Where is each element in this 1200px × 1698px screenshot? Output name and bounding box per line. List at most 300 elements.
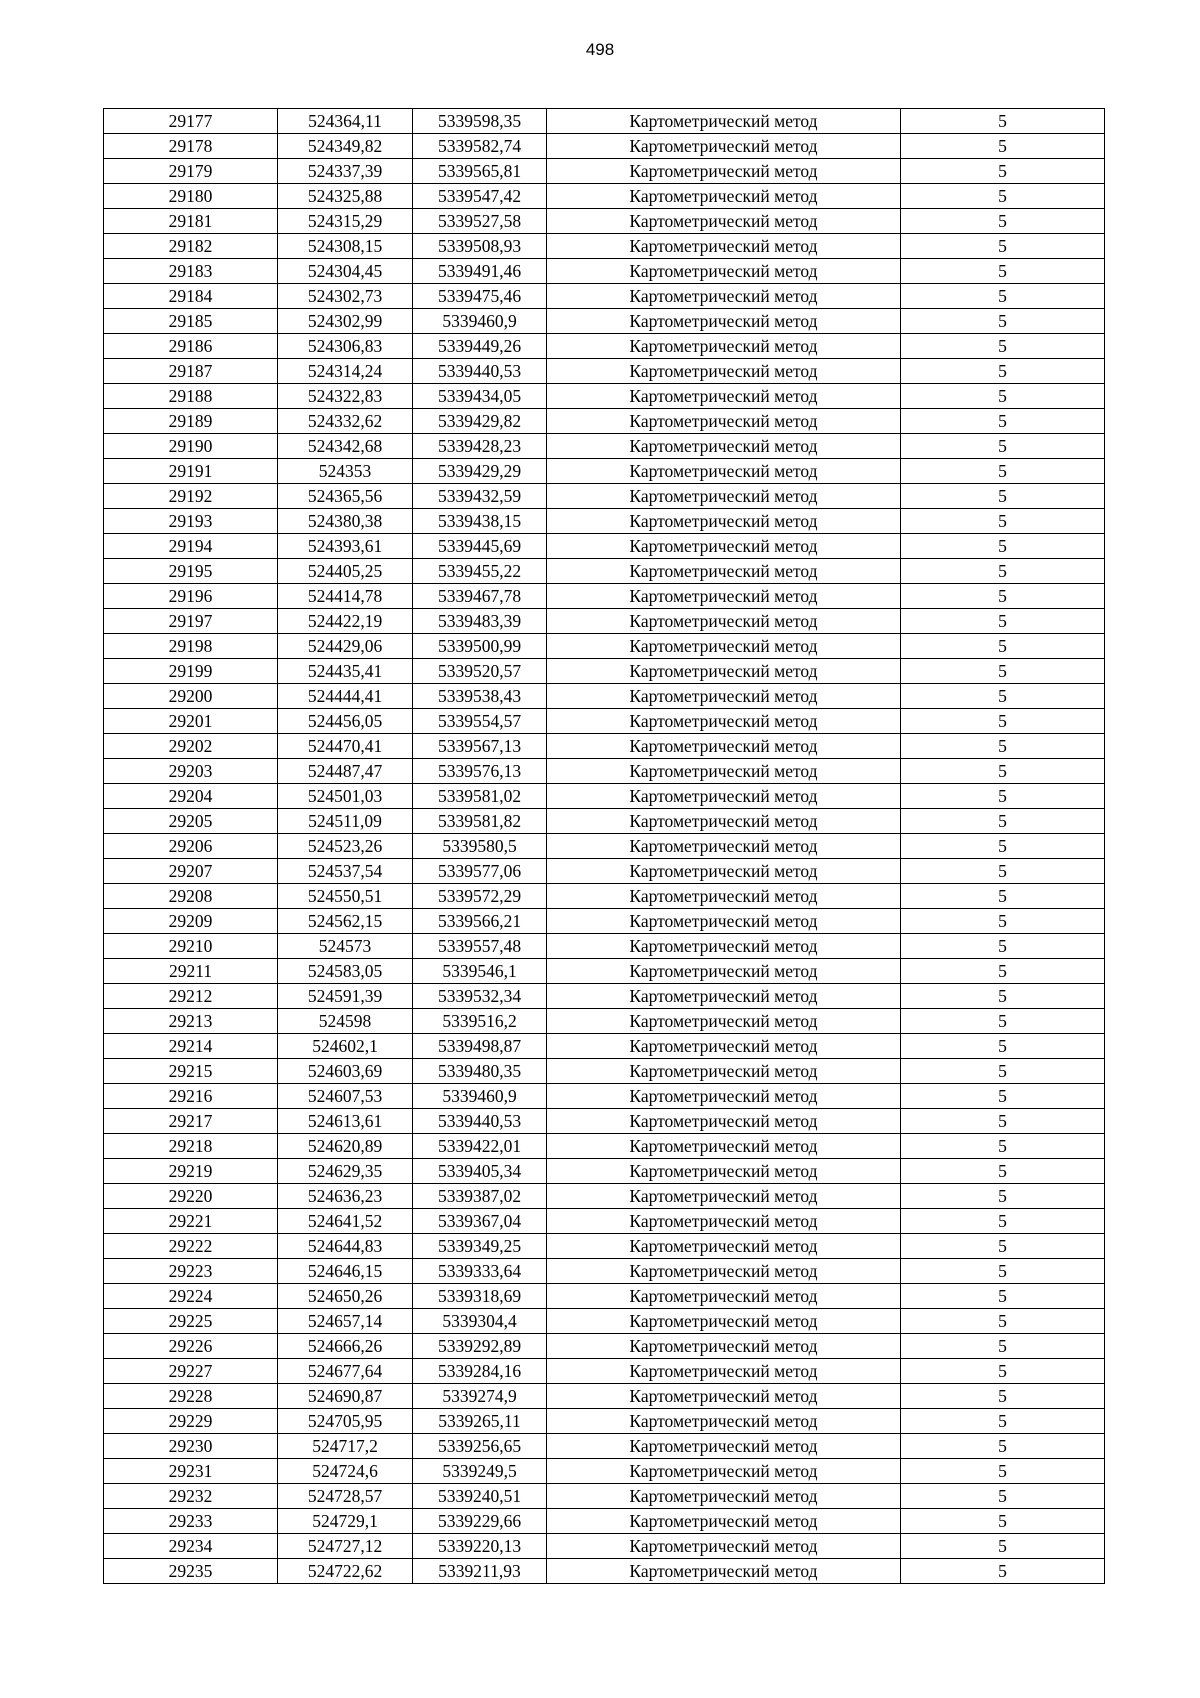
y-coordinate-cell: 5339318,69	[413, 1284, 547, 1309]
accuracy-cell: 5	[901, 334, 1105, 359]
x-coordinate-cell: 524690,87	[278, 1384, 413, 1409]
x-coordinate-cell: 524393,61	[278, 534, 413, 559]
coordinates-table-body	[104, 109, 1105, 1584]
y-coordinate-cell: 5339566,21	[413, 909, 547, 934]
y-coordinate-cell: 5339274,9	[413, 1384, 547, 1409]
table-row	[104, 1484, 1105, 1509]
x-coordinate-cell: 524337,39	[278, 159, 413, 184]
accuracy-cell: 5	[901, 1359, 1105, 1384]
point-number-cell: 29218	[104, 1134, 278, 1159]
point-number-cell: 29210	[104, 934, 278, 959]
point-number-cell: 29207	[104, 859, 278, 884]
x-coordinate-cell: 524306,83	[278, 334, 413, 359]
method-cell: Картометрический метод	[547, 109, 901, 134]
table-row	[104, 734, 1105, 759]
x-coordinate-cell: 524728,57	[278, 1484, 413, 1509]
method-cell: Картометрический метод	[547, 184, 901, 209]
y-coordinate-cell: 5339546,1	[413, 959, 547, 984]
accuracy-cell: 5	[901, 209, 1105, 234]
table-row	[104, 459, 1105, 484]
x-coordinate-cell: 524646,15	[278, 1259, 413, 1284]
point-number-cell: 29216	[104, 1084, 278, 1109]
point-number-cell: 29235	[104, 1559, 278, 1584]
accuracy-cell: 5	[901, 234, 1105, 259]
table-row	[104, 384, 1105, 409]
point-number-cell: 29196	[104, 584, 278, 609]
method-cell: Картометрический метод	[547, 459, 901, 484]
table-row	[104, 1084, 1105, 1109]
method-cell: Картометрический метод	[547, 534, 901, 559]
method-cell: Картометрический метод	[547, 859, 901, 884]
table-row	[104, 959, 1105, 984]
method-cell: Картометрический метод	[547, 1509, 901, 1534]
point-number-cell: 29206	[104, 834, 278, 859]
y-coordinate-cell: 5339229,66	[413, 1509, 547, 1534]
point-number-cell: 29185	[104, 309, 278, 334]
method-cell: Картометрический метод	[547, 1334, 901, 1359]
x-coordinate-cell: 524444,41	[278, 684, 413, 709]
method-cell: Картометрический метод	[547, 634, 901, 659]
y-coordinate-cell: 5339440,53	[413, 1109, 547, 1134]
table-row	[104, 909, 1105, 934]
accuracy-cell: 5	[901, 384, 1105, 409]
point-number-cell: 29181	[104, 209, 278, 234]
x-coordinate-cell: 524470,41	[278, 734, 413, 759]
y-coordinate-cell: 5339483,39	[413, 609, 547, 634]
point-number-cell: 29186	[104, 334, 278, 359]
x-coordinate-cell: 524641,52	[278, 1209, 413, 1234]
x-coordinate-cell: 524729,1	[278, 1509, 413, 1534]
x-coordinate-cell: 524717,2	[278, 1434, 413, 1459]
point-number-cell: 29223	[104, 1259, 278, 1284]
table-row	[104, 834, 1105, 859]
method-cell: Картометрический метод	[547, 1434, 901, 1459]
accuracy-cell: 5	[901, 684, 1105, 709]
table-row	[104, 984, 1105, 1009]
x-coordinate-cell: 524523,26	[278, 834, 413, 859]
point-number-cell: 29229	[104, 1409, 278, 1434]
x-coordinate-cell: 524613,61	[278, 1109, 413, 1134]
table-row	[104, 334, 1105, 359]
y-coordinate-cell: 5339576,13	[413, 759, 547, 784]
y-coordinate-cell: 5339516,2	[413, 1009, 547, 1034]
table-row	[104, 1334, 1105, 1359]
accuracy-cell: 5	[901, 609, 1105, 634]
accuracy-cell: 5	[901, 159, 1105, 184]
x-coordinate-cell: 524677,64	[278, 1359, 413, 1384]
accuracy-cell: 5	[901, 1159, 1105, 1184]
point-number-cell: 29208	[104, 884, 278, 909]
point-number-cell: 29188	[104, 384, 278, 409]
method-cell: Картометрический метод	[547, 759, 901, 784]
method-cell: Картометрический метод	[547, 834, 901, 859]
x-coordinate-cell: 524629,35	[278, 1159, 413, 1184]
accuracy-cell: 5	[901, 1409, 1105, 1434]
method-cell: Картометрический метод	[547, 1084, 901, 1109]
x-coordinate-cell: 524315,29	[278, 209, 413, 234]
y-coordinate-cell: 5339240,51	[413, 1484, 547, 1509]
method-cell: Картометрический метод	[547, 1384, 901, 1409]
method-cell: Картометрический метод	[547, 1359, 901, 1384]
y-coordinate-cell: 5339367,04	[413, 1209, 547, 1234]
method-cell: Картометрический метод	[547, 1259, 901, 1284]
y-coordinate-cell: 5339581,02	[413, 784, 547, 809]
accuracy-cell: 5	[901, 734, 1105, 759]
point-number-cell: 29192	[104, 484, 278, 509]
accuracy-cell: 5	[901, 659, 1105, 684]
table-row	[104, 584, 1105, 609]
point-number-cell: 29231	[104, 1459, 278, 1484]
point-number-cell: 29199	[104, 659, 278, 684]
x-coordinate-cell: 524365,56	[278, 484, 413, 509]
accuracy-cell: 5	[901, 1059, 1105, 1084]
table-row	[104, 109, 1105, 134]
y-coordinate-cell: 5339440,53	[413, 359, 547, 384]
accuracy-cell: 5	[901, 534, 1105, 559]
y-coordinate-cell: 5339438,15	[413, 509, 547, 534]
accuracy-cell: 5	[901, 484, 1105, 509]
point-number-cell: 29203	[104, 759, 278, 784]
method-cell: Картометрический метод	[547, 1559, 901, 1584]
y-coordinate-cell: 5339304,4	[413, 1309, 547, 1334]
y-coordinate-cell: 5339333,64	[413, 1259, 547, 1284]
table-row	[104, 409, 1105, 434]
accuracy-cell: 5	[901, 1209, 1105, 1234]
accuracy-cell: 5	[901, 784, 1105, 809]
point-number-cell: 29212	[104, 984, 278, 1009]
table-row	[104, 1284, 1105, 1309]
x-coordinate-cell: 524429,06	[278, 634, 413, 659]
x-coordinate-cell: 524342,68	[278, 434, 413, 459]
accuracy-cell: 5	[901, 959, 1105, 984]
x-coordinate-cell: 524603,69	[278, 1059, 413, 1084]
accuracy-cell: 5	[901, 1084, 1105, 1109]
table-row	[104, 209, 1105, 234]
point-number-cell: 29195	[104, 559, 278, 584]
table-row	[104, 159, 1105, 184]
point-number-cell: 29202	[104, 734, 278, 759]
y-coordinate-cell: 5339557,48	[413, 934, 547, 959]
y-coordinate-cell: 5339284,16	[413, 1359, 547, 1384]
accuracy-cell: 5	[901, 1559, 1105, 1584]
table-row	[104, 1509, 1105, 1534]
method-cell: Картометрический метод	[547, 309, 901, 334]
point-number-cell: 29209	[104, 909, 278, 934]
method-cell: Картометрический метод	[547, 1034, 901, 1059]
table-row	[104, 1059, 1105, 1084]
y-coordinate-cell: 5339256,65	[413, 1434, 547, 1459]
point-number-cell: 29190	[104, 434, 278, 459]
x-coordinate-cell: 524583,05	[278, 959, 413, 984]
method-cell: Картометрический метод	[547, 484, 901, 509]
x-coordinate-cell: 524722,62	[278, 1559, 413, 1584]
point-number-cell: 29179	[104, 159, 278, 184]
point-number-cell: 29183	[104, 259, 278, 284]
accuracy-cell: 5	[901, 1384, 1105, 1409]
x-coordinate-cell: 524657,14	[278, 1309, 413, 1334]
y-coordinate-cell: 5339582,74	[413, 134, 547, 159]
table-row	[104, 809, 1105, 834]
x-coordinate-cell: 524602,1	[278, 1034, 413, 1059]
accuracy-cell: 5	[901, 1509, 1105, 1534]
method-cell: Картометрический метод	[547, 934, 901, 959]
table-row	[104, 1209, 1105, 1234]
method-cell: Картометрический метод	[547, 609, 901, 634]
table-row	[104, 1359, 1105, 1384]
x-coordinate-cell: 524501,03	[278, 784, 413, 809]
point-number-cell: 29234	[104, 1534, 278, 1559]
accuracy-cell: 5	[901, 259, 1105, 284]
y-coordinate-cell: 5339554,57	[413, 709, 547, 734]
accuracy-cell: 5	[901, 584, 1105, 609]
x-coordinate-cell: 524537,54	[278, 859, 413, 884]
y-coordinate-cell: 5339580,5	[413, 834, 547, 859]
point-number-cell: 29204	[104, 784, 278, 809]
y-coordinate-cell: 5339292,89	[413, 1334, 547, 1359]
method-cell: Картометрический метод	[547, 1009, 901, 1034]
x-coordinate-cell: 524308,15	[278, 234, 413, 259]
y-coordinate-cell: 5339527,58	[413, 209, 547, 234]
accuracy-cell: 5	[901, 1334, 1105, 1359]
x-coordinate-cell: 524727,12	[278, 1534, 413, 1559]
method-cell: Картометрический метод	[547, 659, 901, 684]
accuracy-cell: 5	[901, 1134, 1105, 1159]
method-cell: Картометрический метод	[547, 1184, 901, 1209]
accuracy-cell: 5	[901, 1109, 1105, 1134]
method-cell: Картометрический метод	[547, 734, 901, 759]
accuracy-cell: 5	[901, 309, 1105, 334]
method-cell: Картометрический метод	[547, 209, 901, 234]
x-coordinate-cell: 524364,11	[278, 109, 413, 134]
accuracy-cell: 5	[901, 809, 1105, 834]
y-coordinate-cell: 5339567,13	[413, 734, 547, 759]
table-row	[104, 784, 1105, 809]
method-cell: Картометрический метод	[547, 1134, 901, 1159]
x-coordinate-cell: 524724,6	[278, 1459, 413, 1484]
table-row	[104, 184, 1105, 209]
method-cell: Картометрический метод	[547, 559, 901, 584]
method-cell: Картометрический метод	[547, 159, 901, 184]
method-cell: Картометрический метод	[547, 134, 901, 159]
accuracy-cell: 5	[901, 1459, 1105, 1484]
point-number-cell: 29228	[104, 1384, 278, 1409]
x-coordinate-cell: 524332,62	[278, 409, 413, 434]
point-number-cell: 29214	[104, 1034, 278, 1059]
table-row	[104, 659, 1105, 684]
method-cell: Картометрический метод	[547, 884, 901, 909]
y-coordinate-cell: 5339422,01	[413, 1134, 547, 1159]
accuracy-cell: 5	[901, 1259, 1105, 1284]
accuracy-cell: 5	[901, 559, 1105, 584]
x-coordinate-cell: 524380,38	[278, 509, 413, 534]
point-number-cell: 29193	[104, 509, 278, 534]
x-coordinate-cell: 524322,83	[278, 384, 413, 409]
method-cell: Картометрический метод	[547, 359, 901, 384]
table-row	[104, 684, 1105, 709]
point-number-cell: 29224	[104, 1284, 278, 1309]
table-row	[104, 509, 1105, 534]
method-cell: Картометрический метод	[547, 384, 901, 409]
y-coordinate-cell: 5339500,99	[413, 634, 547, 659]
y-coordinate-cell: 5339538,43	[413, 684, 547, 709]
method-cell: Картометрический метод	[547, 909, 901, 934]
accuracy-cell: 5	[901, 1484, 1105, 1509]
method-cell: Картометрический метод	[547, 1459, 901, 1484]
x-coordinate-cell: 524620,89	[278, 1134, 413, 1159]
x-coordinate-cell: 524511,09	[278, 809, 413, 834]
table-row	[104, 759, 1105, 784]
table-row	[104, 934, 1105, 959]
y-coordinate-cell: 5339265,11	[413, 1409, 547, 1434]
y-coordinate-cell: 5339220,13	[413, 1534, 547, 1559]
point-number-cell: 29184	[104, 284, 278, 309]
accuracy-cell: 5	[901, 509, 1105, 534]
point-number-cell: 29226	[104, 1334, 278, 1359]
accuracy-cell: 5	[901, 1234, 1105, 1259]
accuracy-cell: 5	[901, 1309, 1105, 1334]
method-cell: Картометрический метод	[547, 234, 901, 259]
method-cell: Картометрический метод	[547, 1284, 901, 1309]
method-cell: Картометрический метод	[547, 1109, 901, 1134]
table-row	[104, 709, 1105, 734]
x-coordinate-cell: 524598	[278, 1009, 413, 1034]
accuracy-cell: 5	[901, 1009, 1105, 1034]
method-cell: Картометрический метод	[547, 584, 901, 609]
point-number-cell: 29222	[104, 1234, 278, 1259]
point-number-cell: 29200	[104, 684, 278, 709]
x-coordinate-cell: 524650,26	[278, 1284, 413, 1309]
table-row	[104, 434, 1105, 459]
table-row	[104, 884, 1105, 909]
y-coordinate-cell: 5339598,35	[413, 109, 547, 134]
accuracy-cell: 5	[901, 984, 1105, 1009]
accuracy-cell: 5	[901, 409, 1105, 434]
table-row	[104, 1159, 1105, 1184]
x-coordinate-cell: 524487,47	[278, 759, 413, 784]
table-row	[104, 484, 1105, 509]
point-number-cell: 29194	[104, 534, 278, 559]
y-coordinate-cell: 5339405,34	[413, 1159, 547, 1184]
y-coordinate-cell: 5339460,9	[413, 309, 547, 334]
point-number-cell: 29232	[104, 1484, 278, 1509]
x-coordinate-cell: 524349,82	[278, 134, 413, 159]
y-coordinate-cell: 5339428,23	[413, 434, 547, 459]
accuracy-cell: 5	[901, 359, 1105, 384]
method-cell: Картометрический метод	[547, 1209, 901, 1234]
x-coordinate-cell: 524607,53	[278, 1084, 413, 1109]
point-number-cell: 29230	[104, 1434, 278, 1459]
accuracy-cell: 5	[901, 834, 1105, 859]
x-coordinate-cell: 524422,19	[278, 609, 413, 634]
x-coordinate-cell: 524325,88	[278, 184, 413, 209]
table-row	[104, 534, 1105, 559]
method-cell: Картометрический метод	[547, 434, 901, 459]
accuracy-cell: 5	[901, 1284, 1105, 1309]
y-coordinate-cell: 5339211,93	[413, 1559, 547, 1584]
point-number-cell: 29180	[104, 184, 278, 209]
accuracy-cell: 5	[901, 134, 1105, 159]
x-coordinate-cell: 524666,26	[278, 1334, 413, 1359]
x-coordinate-cell: 524644,83	[278, 1234, 413, 1259]
y-coordinate-cell: 5339449,26	[413, 334, 547, 359]
method-cell: Картометрический метод	[547, 709, 901, 734]
accuracy-cell: 5	[901, 884, 1105, 909]
table-row	[104, 359, 1105, 384]
point-number-cell: 29215	[104, 1059, 278, 1084]
x-coordinate-cell: 524550,51	[278, 884, 413, 909]
y-coordinate-cell: 5339455,22	[413, 559, 547, 584]
method-cell: Картометрический метод	[547, 1234, 901, 1259]
table-row	[104, 259, 1105, 284]
accuracy-cell: 5	[901, 909, 1105, 934]
x-coordinate-cell: 524302,99	[278, 309, 413, 334]
x-coordinate-cell: 524591,39	[278, 984, 413, 1009]
point-number-cell: 29198	[104, 634, 278, 659]
y-coordinate-cell: 5339491,46	[413, 259, 547, 284]
method-cell: Картометрический метод	[547, 984, 901, 1009]
accuracy-cell: 5	[901, 1184, 1105, 1209]
table-row	[104, 284, 1105, 309]
accuracy-cell: 5	[901, 934, 1105, 959]
method-cell: Картометрический метод	[547, 809, 901, 834]
accuracy-cell: 5	[901, 759, 1105, 784]
method-cell: Картометрический метод	[547, 284, 901, 309]
point-number-cell: 29220	[104, 1184, 278, 1209]
table-row	[104, 1384, 1105, 1409]
x-coordinate-cell: 524705,95	[278, 1409, 413, 1434]
method-cell: Картометрический метод	[547, 959, 901, 984]
accuracy-cell: 5	[901, 709, 1105, 734]
point-number-cell: 29211	[104, 959, 278, 984]
point-number-cell: 29217	[104, 1109, 278, 1134]
y-coordinate-cell: 5339387,02	[413, 1184, 547, 1209]
x-coordinate-cell: 524414,78	[278, 584, 413, 609]
method-cell: Картометрический метод	[547, 259, 901, 284]
point-number-cell: 29213	[104, 1009, 278, 1034]
accuracy-cell: 5	[901, 634, 1105, 659]
table-row	[104, 1434, 1105, 1459]
table-row	[104, 1234, 1105, 1259]
y-coordinate-cell: 5339520,57	[413, 659, 547, 684]
x-coordinate-cell: 524636,23	[278, 1184, 413, 1209]
point-number-cell: 29225	[104, 1309, 278, 1334]
y-coordinate-cell: 5339581,82	[413, 809, 547, 834]
table-row	[104, 1309, 1105, 1334]
accuracy-cell: 5	[901, 859, 1105, 884]
method-cell: Картометрический метод	[547, 684, 901, 709]
point-number-cell: 29177	[104, 109, 278, 134]
table-row	[104, 634, 1105, 659]
y-coordinate-cell: 5339508,93	[413, 234, 547, 259]
accuracy-cell: 5	[901, 184, 1105, 209]
point-number-cell: 29221	[104, 1209, 278, 1234]
y-coordinate-cell: 5339429,29	[413, 459, 547, 484]
y-coordinate-cell: 5339249,5	[413, 1459, 547, 1484]
method-cell: Картометрический метод	[547, 1534, 901, 1559]
method-cell: Картометрический метод	[547, 1484, 901, 1509]
y-coordinate-cell: 5339460,9	[413, 1084, 547, 1109]
point-number-cell: 29197	[104, 609, 278, 634]
accuracy-cell: 5	[901, 1034, 1105, 1059]
y-coordinate-cell: 5339565,81	[413, 159, 547, 184]
x-coordinate-cell: 524304,45	[278, 259, 413, 284]
point-number-cell: 29187	[104, 359, 278, 384]
table-row	[104, 1184, 1105, 1209]
point-number-cell: 29233	[104, 1509, 278, 1534]
point-number-cell: 29201	[104, 709, 278, 734]
table-row	[104, 609, 1105, 634]
accuracy-cell: 5	[901, 1534, 1105, 1559]
